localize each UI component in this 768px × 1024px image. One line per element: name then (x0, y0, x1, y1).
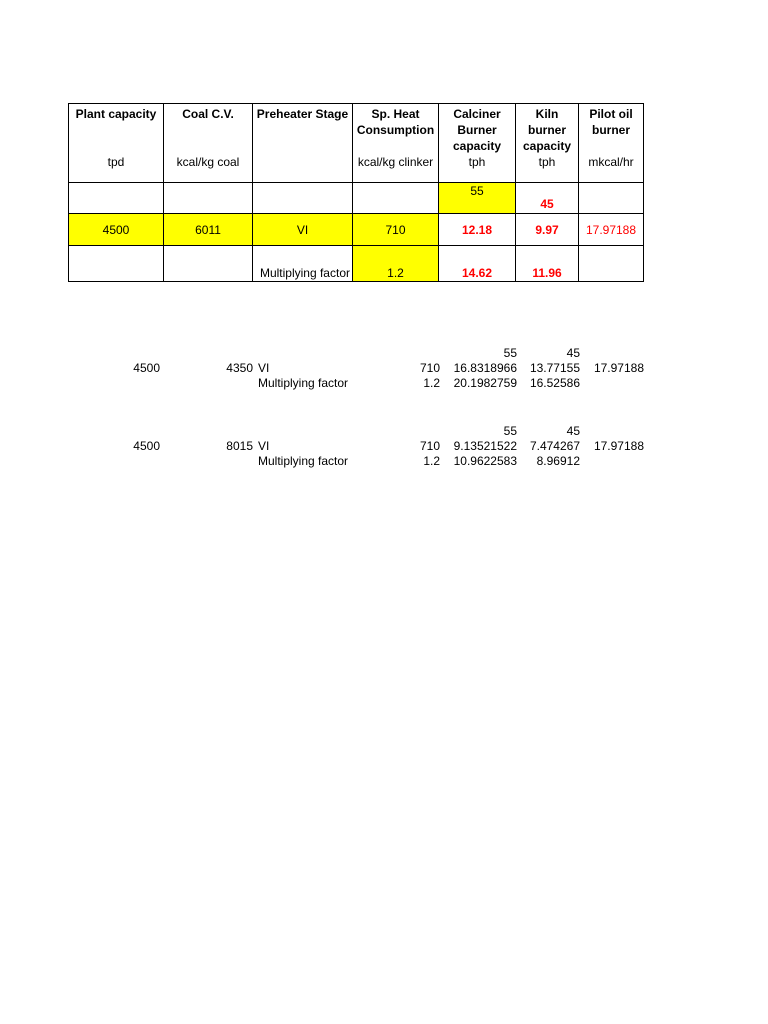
multiplying-factor-value: 1.2 (423, 376, 440, 390)
input-row (69, 214, 644, 246)
coal-cv-value: 8015 (226, 439, 253, 453)
multiplier-row (69, 246, 644, 282)
kiln-capacity-value: 9.97 (516, 214, 579, 246)
cell-empty (164, 183, 253, 214)
plant-capacity-input[interactable]: 4500 (69, 214, 164, 246)
calciner-multiplied-value: 20.1982759 (453, 376, 517, 390)
cell-empty (69, 183, 164, 214)
cell-empty (69, 246, 164, 282)
split-row (69, 183, 644, 214)
calciner-split-input[interactable]: 55 (439, 183, 516, 214)
kiln-capacity-value: 7.474267 (529, 439, 580, 453)
unit-pilot: mkcal/hr (579, 154, 644, 183)
cell-empty (579, 183, 644, 214)
multiplying-factor-value: 1.2 (423, 454, 440, 468)
pilot-burner-value: 17.97188 (593, 361, 644, 375)
unit-preheater-stage (253, 154, 353, 183)
header-kiln-burner: Kiln burner capacity (516, 104, 579, 155)
kiln-split-value: 45 (516, 183, 579, 214)
cell-empty (164, 246, 253, 282)
kiln-multiplied-value: 11.96 (516, 246, 579, 282)
calciner-split-value: 55 (503, 346, 517, 360)
multiplying-factor-label: Multiplying factor (258, 454, 349, 468)
preheater-stage-value: VI (258, 361, 270, 375)
kiln-multiplied-value: 16.52586 (529, 376, 580, 390)
burner-capacity-table (68, 103, 644, 282)
cell-empty (579, 246, 644, 282)
multiplying-factor-label: Multiplying factor (258, 376, 349, 390)
header-pilot-oil-burner: Pilot oil burner (579, 104, 644, 155)
unit-plant-capacity: tpd (69, 154, 164, 183)
unit-sp-heat: kcal/kg clinker (353, 154, 439, 183)
plant-capacity-value: 4500 (133, 361, 160, 375)
calciner-multiplied-value: 10.9622583 (453, 454, 517, 468)
cell-empty (353, 183, 439, 214)
header-row (69, 104, 644, 155)
calciner-capacity-value: 12.18 (439, 214, 516, 246)
unit-calciner: tph (439, 154, 516, 183)
kiln-multiplied-value: 8.96912 (536, 454, 580, 468)
multiplying-factor-input[interactable]: 1.2 (353, 246, 439, 282)
preheater-stage-input[interactable]: VI (253, 214, 353, 246)
sp-heat-value: 710 (419, 439, 440, 453)
calciner-capacity-value: 9.13521522 (453, 439, 517, 453)
header-calciner-burner: Calciner Burner capacity (439, 104, 516, 155)
calciner-capacity-value: 16.8318966 (453, 361, 517, 375)
unit-coal-cv: kcal/kg coal (164, 154, 253, 183)
kiln-split-value: 45 (566, 424, 580, 438)
kiln-split-value: 45 (566, 346, 580, 360)
sp-heat-value: 710 (419, 361, 440, 375)
header-preheater-stage: Preheater Stage (253, 104, 353, 155)
header-coal-cv: Coal C.V. (164, 104, 253, 155)
preheater-stage-value: VI (258, 439, 270, 453)
units-row (69, 154, 644, 183)
header-plant-capacity: Plant capacity (69, 104, 164, 155)
plant-capacity-value: 4500 (133, 439, 160, 453)
pilot-burner-value: 17.97188 (579, 214, 644, 246)
calciner-split-value: 55 (503, 424, 517, 438)
multiplying-factor-label: Multiplying factor (253, 246, 353, 282)
unit-kiln: tph (516, 154, 579, 183)
coal-cv-input[interactable]: 6011 (164, 214, 253, 246)
calciner-multiplied-value: 14.62 (439, 246, 516, 282)
header-sp-heat: Sp. Heat Consumption (353, 104, 439, 155)
kiln-capacity-value: 13.77155 (529, 361, 580, 375)
sp-heat-input[interactable]: 710 (353, 214, 439, 246)
cell-empty (253, 183, 353, 214)
coal-cv-value: 4350 (226, 361, 253, 375)
pilot-burner-value: 17.97188 (593, 439, 644, 453)
